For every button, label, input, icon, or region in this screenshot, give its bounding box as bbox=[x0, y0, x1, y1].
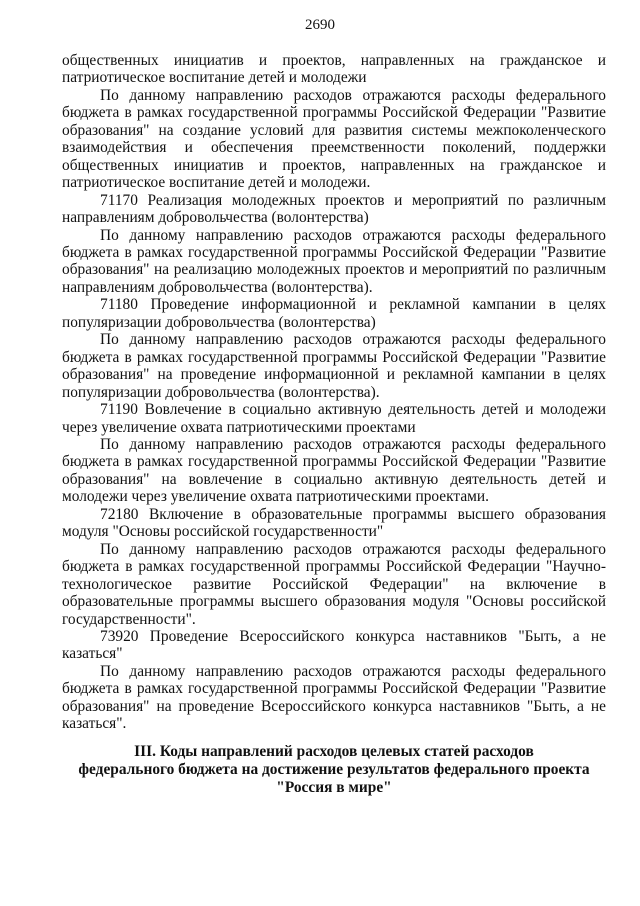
paragraph-code-71170: 71170 Реализация молодежных проектов и мероприятий по различным направлениям добровольчества (волонтерства) bbox=[62, 191, 606, 227]
paragraph-description: По данному направлению расходов отражаются расходы федерального бюджета в рамках государственной программы Российской Федерации "Развитие образования" на создание условий для развития системы межпоколенческого взаимодействия и обеспечения преемственности поколений, поддержки общественных инициатив и проектов, направленных на гражданское и патриотическое воспитание детей и молодежи. bbox=[62, 86, 606, 192]
section-heading-line-3: "Россия в мире" bbox=[276, 779, 392, 796]
paragraph-continuation: общественных инициатив и проектов, направленных на гражданское и патриотическое воспитание детей и молодежи bbox=[62, 52, 606, 87]
paragraph-code-71180: 71180 Проведение информационной и рекламной кампании в целях популяризации добровольчества (волонтерства) bbox=[62, 296, 606, 331]
paragraph-description: По данному направлению расходов отражаются расходы федерального бюджета в рамках государственной программы Российской Федерации "Развитие образования" на вовлечение в социально активную деятельность детей и молодежи через увеличение охвата патриотическими проектами. bbox=[62, 435, 606, 506]
section-heading-line-2: федерального бюджета на достижение результатов федерального проекта bbox=[78, 761, 590, 778]
document-body bbox=[62, 52, 606, 733]
paragraph-code-72180: 72180 Включение в образовательные программы высшего образования модуля "Основы российской государственности" bbox=[62, 505, 606, 541]
section-heading-line-1: III. Коды направлений расходов целевых статей расходов bbox=[134, 743, 534, 760]
page-number: 2690 bbox=[305, 17, 335, 33]
paragraph-description: По данному направлению расходов отражаются расходы федерального бюджета в рамках государственной программы Российской Федерации "Развитие образования" на проведение информационной и рекламной кампании в целях популяризации добровольчества (волонтерства). bbox=[62, 331, 606, 401]
paragraph-description: По данному направлению расходов отражаются расходы федерального бюджета в рамках государственной программы Российской Федерации "Развитие образования" на проведение Всероссийского конкурса наставников "Быть, а не казаться". bbox=[62, 662, 606, 733]
paragraph-code-73920: 73920 Проведение Всероссийского конкурса наставников "Быть, а не казаться" bbox=[62, 627, 606, 663]
section-heading bbox=[62, 743, 606, 797]
paragraph-description: По данному направлению расходов отражаются расходы федерального бюджета в рамках государственной программы Российской Федерации "Развитие образования" на реализацию молодежных проектов и мероприятий по различным направлениям добровольчества (волонтерства). bbox=[62, 226, 606, 296]
paragraph-code-71190: 71190 Вовлечение в социально активную деятельность детей и молодежи через увеличение охвата патриотическими проектами bbox=[62, 401, 606, 436]
paragraph-description: По данному направлению расходов отражаются расходы федерального бюджета в рамках государственной программы Российской Федерации "Научно-технологическое развитие Российской Федерации" на включение в образовательные программы высшего образования модуля "Основы российской государственности". bbox=[62, 540, 606, 628]
